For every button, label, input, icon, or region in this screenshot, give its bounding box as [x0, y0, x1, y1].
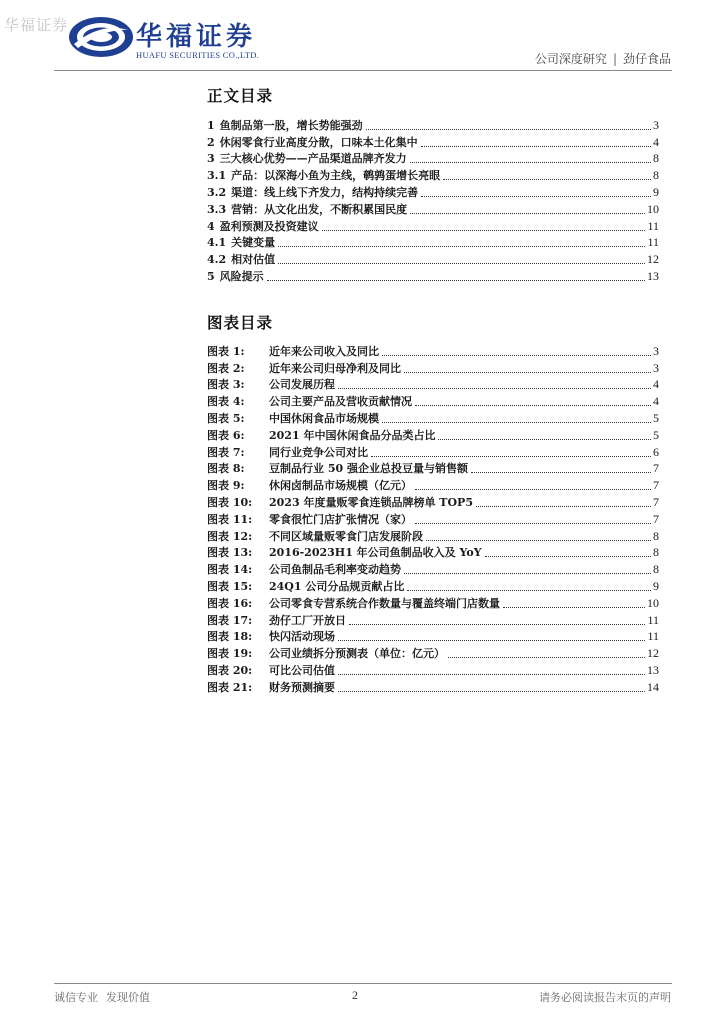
figure-entry-number: 图表 16: — [207, 596, 253, 610]
toc-entry-label — [207, 150, 407, 166]
toc-entry-text: 鱼制品第一股，增长势能强劲 — [219, 118, 363, 132]
figure-entry-page: 5 — [653, 427, 659, 442]
toc-entry[interactable] — [207, 200, 659, 217]
toc-entry[interactable] — [207, 267, 659, 284]
toc-entry-label — [207, 134, 418, 150]
footer-rule — [54, 983, 672, 984]
toc-entry-page: 3 — [653, 117, 659, 132]
figure-entry-page: 9 — [653, 578, 659, 593]
figure-entry-page: 7 — [653, 511, 659, 526]
figure-entry-number: 图表 6: — [207, 428, 245, 442]
figure-entry-page: 3 — [653, 343, 659, 358]
figure-entry[interactable] — [207, 594, 659, 611]
figure-entry-label — [207, 528, 423, 544]
figure-entry-text: 财务预测摘要 — [269, 680, 335, 694]
figure-entry-page: 5 — [653, 410, 659, 425]
figure-entry-label — [207, 410, 379, 426]
figure-entry-text: 公司主要产品及营收贡献情况 — [269, 395, 412, 409]
figure-entry-text: 可比公司估值 — [269, 663, 335, 677]
huafu-logo-icon — [66, 14, 136, 60]
figure-entry-page: 7 — [653, 461, 659, 476]
dot-leader — [278, 262, 645, 264]
dot-leader — [410, 212, 645, 214]
brand-name-cn: 华福证券 — [136, 22, 257, 52]
toc-entry-number: 5 — [207, 269, 215, 283]
toc-entry[interactable] — [207, 116, 659, 133]
dot-leader — [443, 178, 651, 180]
figure-entry-page: 14 — [647, 679, 659, 694]
figure-entry-number: 图表 21: — [207, 680, 253, 694]
watermark: 华福证券 — [4, 16, 69, 34]
toc-entry-page: 9 — [653, 184, 659, 199]
figure-entry-page: 7 — [653, 478, 659, 493]
toc-entry-text: 产品：以深海小鱼为主线，鹌鹑蛋增长亮眼 — [231, 169, 441, 183]
toc-list — [207, 116, 659, 284]
dot-leader — [415, 488, 651, 490]
toc-entry[interactable] — [207, 150, 659, 167]
figure-entry-label — [207, 679, 335, 695]
figure-entry-label — [207, 612, 346, 628]
figure-entry-page: 13 — [647, 662, 659, 677]
figure-entry[interactable] — [207, 476, 659, 493]
figure-entry-page: 10 — [647, 595, 659, 610]
figure-entry[interactable] — [207, 577, 659, 594]
figure-entry-label — [207, 477, 412, 493]
figure-entry-page: 11 — [647, 612, 659, 627]
footer-slogan — [54, 989, 150, 1005]
figure-entry[interactable] — [207, 443, 659, 460]
figure-entry[interactable] — [207, 661, 659, 678]
figures-list — [207, 342, 659, 695]
report-type: 公司深度研究 — [534, 52, 607, 66]
report-header-info — [535, 50, 671, 67]
figure-entry-number: 图表 5: — [207, 411, 245, 425]
toc-entry-text: 渠道：线上线下齐发力，结构持续完善 — [231, 185, 419, 199]
toc-entry-label — [207, 117, 363, 133]
figure-entry-number: 图表 11: — [207, 512, 253, 526]
figure-entry-number: 图表 7: — [207, 445, 245, 459]
figure-entry-text: 2016-2023H1 年公司鱼制品收入及 YoY — [269, 546, 482, 560]
toc-entry[interactable] — [207, 166, 659, 183]
figure-entry-label — [207, 360, 401, 376]
toc-entry-number: 3.1 — [207, 169, 227, 183]
dot-leader — [448, 656, 645, 658]
figure-entry-number: 图表 3: — [207, 378, 245, 392]
toc-entry-label — [207, 251, 275, 267]
figure-entry-number: 图表 13: — [207, 546, 253, 560]
toc-entry-label — [207, 268, 264, 284]
dot-leader — [415, 522, 651, 524]
dot-leader — [438, 438, 651, 440]
toc-entry-page: 4 — [653, 134, 659, 149]
toc-entry-number: 4 — [207, 219, 215, 233]
figure-entry-text: 零食很忙门店扩张情况（家） — [269, 512, 412, 526]
dot-leader — [407, 589, 651, 591]
figure-entry[interactable] — [207, 527, 659, 544]
dot-leader — [404, 572, 651, 574]
dot-leader — [415, 404, 651, 406]
figure-entry-text: 2023 年度量贩零食连锁品牌榜单 TOP5 — [269, 495, 473, 509]
dot-leader — [338, 673, 645, 675]
toc-entry-page: 10 — [647, 201, 659, 216]
figure-entry-page: 11 — [647, 629, 659, 644]
footer-slogan-2: 发现价值 — [106, 991, 150, 1004]
toc-entry-text: 相对估值 — [231, 253, 276, 267]
figure-entry-label — [207, 595, 500, 611]
figure-entry-number: 图表 2: — [207, 361, 245, 375]
figure-entry-page: 7 — [653, 494, 659, 509]
figure-entry-text: 近年来公司收入及同比 — [269, 344, 379, 358]
toc-entry-page: 11 — [647, 235, 659, 250]
figure-entry-number: 图表 1: — [207, 344, 245, 358]
footer-page-number: 2 — [352, 988, 358, 1002]
figure-entry-text: 公司鱼制品毛利率变动趋势 — [269, 563, 401, 577]
figure-entry[interactable] — [207, 342, 659, 359]
toc-entry-page: 11 — [647, 218, 659, 233]
figure-entry-text: 劲仔工厂开放日 — [269, 613, 346, 627]
figure-entry-page: 8 — [653, 562, 659, 577]
dot-leader — [485, 555, 651, 557]
toc-entry-text: 风险提示 — [219, 269, 264, 283]
figure-entry[interactable] — [207, 359, 659, 376]
figure-entry-number: 图表 19: — [207, 647, 253, 661]
toc-entry-label — [207, 167, 440, 183]
figure-entry-label — [207, 628, 335, 644]
toc-entry-label — [207, 184, 418, 200]
figure-entry-label — [207, 494, 473, 510]
toc-entry-number: 3.2 — [207, 185, 227, 199]
dot-leader — [476, 505, 651, 507]
figure-entry-text: 休闲卤制品市场规模（亿元） — [269, 479, 412, 493]
figure-entry-text: 2021 年中国休闲食品分品类占比 — [269, 428, 436, 442]
dot-leader — [421, 145, 651, 147]
dot-leader — [338, 690, 645, 692]
figure-entry-number: 图表 9: — [207, 479, 245, 493]
toc-entry-page: 13 — [647, 268, 659, 283]
dot-leader — [410, 161, 651, 163]
figure-entry-text: 豆制品行业 50 强企业总投豆量与销售额 — [269, 462, 468, 476]
figure-entry-label — [207, 444, 368, 460]
dot-leader — [382, 354, 651, 356]
figure-entry-page: 3 — [653, 360, 659, 375]
figure-entry[interactable] — [207, 611, 659, 628]
figure-entry-label — [207, 511, 412, 527]
figure-entry-label — [207, 662, 335, 678]
figure-entry-number: 图表 18: — [207, 630, 253, 644]
dot-leader — [278, 245, 645, 247]
header-rule — [54, 70, 672, 71]
figure-entry-label — [207, 393, 412, 409]
dot-leader — [503, 606, 645, 608]
figure-entry-number: 图表 15: — [207, 579, 253, 593]
figure-entry-text: 公司业绩拆分预测表（单位：亿元） — [269, 647, 445, 661]
dot-leader — [371, 455, 651, 457]
figure-entry-text: 公司零食专营系统合作数量与覆盖终端门店数量 — [269, 596, 500, 610]
figure-entry-page: 6 — [653, 444, 659, 459]
toc-entry-page: 12 — [647, 252, 659, 267]
figure-entry-number: 图表 8: — [207, 462, 245, 476]
toc-entry-label — [207, 218, 319, 234]
figure-entry-label — [207, 561, 401, 577]
dot-leader — [471, 471, 651, 473]
figure-entry[interactable] — [207, 460, 659, 477]
toc-entry-label — [207, 201, 407, 217]
figure-entry-text: 同行业竞争公司对比 — [269, 445, 368, 459]
figure-entry-label — [207, 427, 435, 443]
toc-entry-page: 8 — [653, 151, 659, 166]
figure-entry-page: 4 — [653, 394, 659, 409]
toc-entry[interactable] — [207, 234, 659, 251]
dot-leader — [426, 539, 651, 541]
figure-entry-label — [207, 578, 404, 594]
footer-slogan-1: 诚信专业 — [54, 991, 98, 1004]
toc-entry-text: 营销：从文化出发，不断积累国民度 — [231, 202, 408, 216]
figure-entry-label — [207, 544, 482, 560]
figure-entry[interactable] — [207, 544, 659, 561]
figure-entry-label — [207, 460, 468, 476]
figure-entry-text: 中国休闲食品市场规模 — [269, 411, 379, 425]
figure-entry[interactable] — [207, 678, 659, 695]
figure-entry-text: 不同区域量贩零食门店发展阶段 — [269, 529, 423, 543]
brand-name-en: HUAFU SECURITIES CO.,LTD. — [136, 50, 260, 60]
toc-title: 正文目录 — [207, 87, 274, 105]
figure-entry-number: 图表 17: — [207, 613, 253, 627]
figure-entry[interactable] — [207, 510, 659, 527]
figure-entry-text: 24Q1 公司分品规贡献占比 — [269, 579, 405, 593]
dot-leader — [267, 279, 645, 281]
figure-entry-text: 公司发展历程 — [269, 378, 335, 392]
toc-entry[interactable] — [207, 183, 659, 200]
toc-entry-number: 1 — [207, 118, 215, 132]
dot-leader — [421, 195, 651, 197]
toc-entry-number: 4.2 — [207, 253, 227, 267]
figure-entry-page: 8 — [653, 545, 659, 560]
figure-entry-label — [207, 645, 445, 661]
figure-entry-text: 近年来公司归母净利及同比 — [269, 361, 401, 375]
figure-entry[interactable] — [207, 426, 659, 443]
dot-leader — [322, 229, 646, 231]
header-separator: | — [612, 52, 617, 66]
figure-entry[interactable] — [207, 409, 659, 426]
figure-entry-page: 12 — [647, 646, 659, 661]
figure-entry-number: 图表 14: — [207, 563, 253, 577]
toc-entry-number: 2 — [207, 135, 215, 149]
toc-entry[interactable] — [207, 250, 659, 267]
figure-entry-number: 图表 10: — [207, 495, 253, 509]
toc-entry[interactable] — [207, 217, 659, 234]
toc-entry-number: 3 — [207, 152, 215, 166]
toc-entry-page: 8 — [653, 168, 659, 183]
toc-entry[interactable] — [207, 133, 659, 150]
toc-entry-number: 4.1 — [207, 236, 227, 250]
toc-entry-label — [207, 234, 275, 250]
figure-entry[interactable] — [207, 376, 659, 393]
toc-entry-text: 休闲零食行业高度分散，口味本土化集中 — [219, 135, 418, 149]
figure-entry-label — [207, 343, 379, 359]
figure-entry-page: 4 — [653, 377, 659, 392]
figure-entry-text: 快闪活动现场 — [269, 630, 335, 644]
figure-entry-number: 图表 12: — [207, 529, 253, 543]
toc-entry-number: 3.3 — [207, 202, 227, 216]
toc-entry-text: 盈利预测及投资建议 — [219, 219, 319, 233]
figure-entry[interactable] — [207, 560, 659, 577]
figures-title: 图表目录 — [207, 314, 274, 332]
figure-entry[interactable] — [207, 628, 659, 645]
figure-entry-number: 图表 20: — [207, 663, 253, 677]
figure-entry-page: 8 — [653, 528, 659, 543]
dot-leader — [382, 421, 651, 423]
dot-leader — [366, 128, 651, 130]
figure-entry-number: 图表 4: — [207, 395, 245, 409]
figure-entry[interactable] — [207, 644, 659, 661]
dot-leader — [338, 387, 651, 389]
dot-leader — [404, 371, 651, 373]
dot-leader — [338, 639, 645, 641]
toc-entry-text: 关键变量 — [231, 236, 276, 250]
figure-entry-label — [207, 376, 335, 392]
footer-disclaimer: 请务必阅读报告末页的声明 — [539, 991, 671, 1004]
figure-entry[interactable] — [207, 493, 659, 510]
company-name: 劲仔食品 — [622, 52, 671, 66]
dot-leader — [349, 623, 645, 625]
figure-entry[interactable] — [207, 392, 659, 409]
toc-entry-text: 三大核心优势——产品渠道品牌齐发力 — [219, 152, 407, 166]
